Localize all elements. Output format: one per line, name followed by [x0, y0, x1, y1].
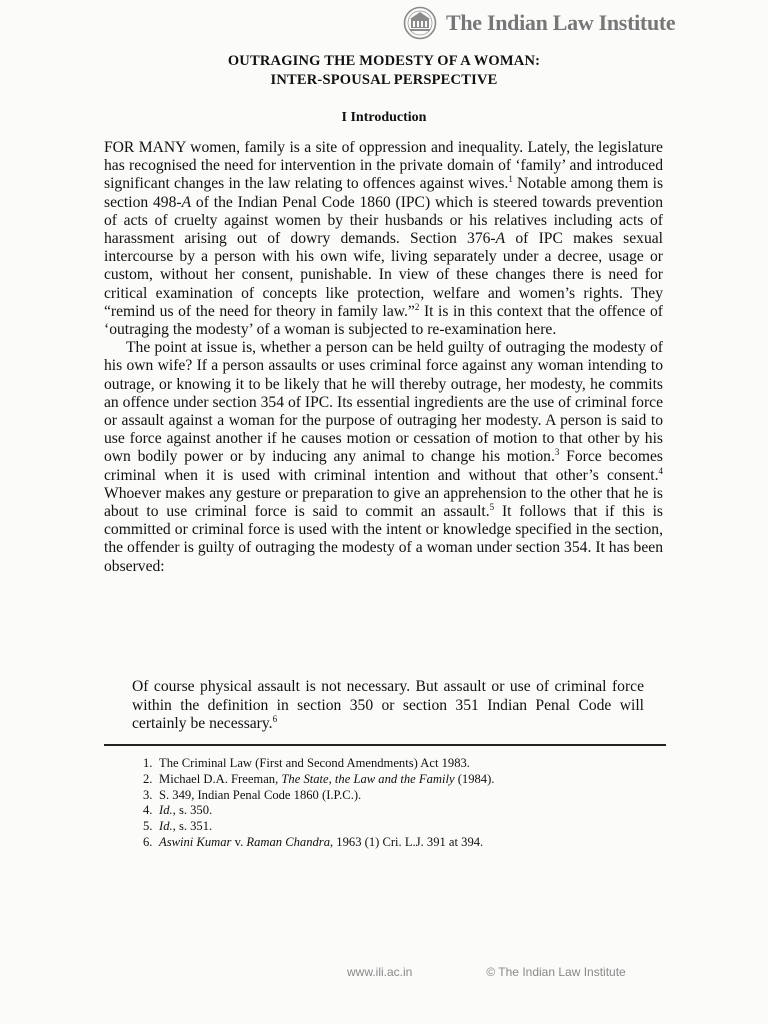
- footnote-text: S. 349, Indian Penal Code 1860 (I.P.C.).: [159, 787, 362, 802]
- section-heading: I Introduction: [341, 110, 427, 125]
- footnote-ref: 3: [554, 447, 560, 458]
- footnote-number: 6.: [143, 834, 153, 849]
- footnote: [143, 756, 643, 772]
- block-quote: [132, 678, 644, 734]
- footnote: [143, 803, 643, 819]
- footnote-text: The Criminal Law (First and Second Amendments) Act 1983.: [159, 756, 470, 770]
- footnote-ref: 6: [272, 714, 278, 724]
- page-header: [400, 6, 700, 40]
- paragraph: FOR MANY women, family is a site of oppression and inequality. Lately, the legislature has recognised the need for intervention in the private domain of ‘family’ and introduced significant changes in the law relating to offences against wives.$^1$ Notable among them is section 498-A of the Indian Penal Code 1860 (IPC) which is steered towards prevention of acts of cruelty against women by their husbands or his relatives including acts of harassment arising out of dowry demands. Section 376-A of IPC makes sexual intercourse by a person with his own wife, living separately under a decree, usage or custom, without her consent, punishable. In view of these changes there is need for critical examination of concepts like protection, welfare and women’s rights. They “remind us of the need for theory in family law.”$^2$ It is in this context that the offence of ‘outraging the modesty’ of a woman is subjected to re-examination here.: [104, 139, 664, 339]
- institute-seal-icon: [400, 6, 440, 40]
- footnote-number: 3.: [143, 787, 153, 802]
- footnotes: [143, 756, 643, 851]
- footnote-ref: 5: [489, 502, 495, 513]
- institute-name: The Indian Law Institute: [446, 10, 676, 35]
- footnote-number: 1.: [143, 756, 153, 770]
- footnote: [143, 835, 643, 851]
- footnote-text: Aswini Kumar v. Raman Chandra, 1963 (1) Cri. L.J. 391 at 394.: [159, 834, 484, 849]
- quote-text: Of course physical assault is not necessary. But assault or use of criminal force within the definition in section 350 or section 351 Indian Penal Code will certainly be necessary.$^6$: [132, 678, 644, 732]
- footnote-number: 5.: [143, 819, 153, 834]
- footnote-ref: 4: [658, 465, 663, 476]
- footnote-number: 4.: [143, 803, 153, 818]
- footnote-text: Michael D.A. Freeman, The State, the Law and the Family (1984).: [159, 771, 495, 786]
- paragraph: The point at issue is, whether a person can be held guilty of outraging the modesty of his own wife? If a person assaults or uses criminal force against any woman intending to outrage, or knowing it to be likely that he will thereby outrage, her modesty, he commits an offence under section 354 of IPC. Its essential ingredients are the use of criminal force or assault against a woman for the purpose of outraging her modesty. A person is said to use force against another if he causes motion or cessation of motion to that other by his own bodily power or by inducing any animal to change his motion.$^3$ Force becomes criminal when it is used with criminal intention and without that other’s consent.$^4$ Whoever makes any gesture or preparation to give an apprehension to the other that he is about to use criminal force is said to commit an assault.$^5$ It follows that if this is committed or criminal force is used with the intent or knowledge specified in the section, the offender is guilty of outraging the modesty of a woman under section 354. It has been observed:: [104, 339, 664, 575]
- footnote: [143, 819, 643, 835]
- footnote: [143, 788, 643, 804]
- article-title-line-2: INTER-SPOUSAL PERSPECTIVE: [270, 72, 498, 88]
- footnote: [143, 772, 643, 788]
- page-footer: [347, 965, 667, 979]
- body-text: [104, 139, 663, 576]
- footnote-divider: [104, 744, 666, 746]
- footnote-text: Id., s. 351.: [159, 819, 213, 834]
- footnote-ref: 1: [508, 174, 513, 185]
- footnote-number: 2.: [143, 771, 153, 786]
- footnote-ref: 2: [414, 301, 420, 312]
- footer-url-link[interactable]: www.ili.ac.in: [347, 965, 413, 979]
- footer-copyright: © The Indian Law Institute: [486, 965, 626, 979]
- footnote-text: Id., s. 350.: [159, 803, 213, 818]
- article-title-line-1: OUTRAGING THE MODESTY OF A WOMAN:: [227, 53, 541, 69]
